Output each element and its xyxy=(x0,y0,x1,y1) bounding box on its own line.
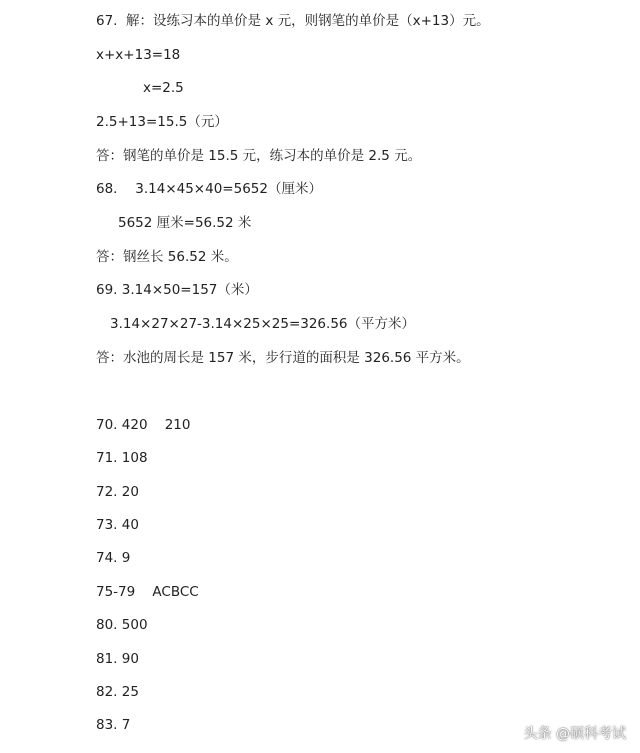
answer-75-79: 75-79 ACBCC xyxy=(96,584,199,600)
answer-72: 72. 20 xyxy=(96,484,139,500)
q67-step1: x+x+13=18 xyxy=(96,47,181,63)
q68-step1: 5652 厘米=56.52 米 xyxy=(118,215,252,231)
answer-81: 81. 90 xyxy=(96,651,139,667)
answer-80: 80. 500 xyxy=(96,617,148,633)
answer-70: 70. 420 210 xyxy=(96,417,191,433)
answer-74: 74. 9 xyxy=(96,550,131,566)
q69-answer: 答：水池的周长是 157 米，步行道的面积是 326.56 平方米。 xyxy=(96,350,470,366)
q69-step1: 3.14×27×27-3.14×25×25=326.56（平方米） xyxy=(110,316,415,332)
q67-answer: 答：钢笔的单价是 15.5 元，练习本的单价是 2.5 元。 xyxy=(96,148,422,164)
q68-answer: 答：钢丝长 56.52 米。 xyxy=(96,249,238,265)
q67-heading: 67. 解：设练习本的单价是 x 元，则钢笔的单价是（x+13）元。 xyxy=(96,13,490,29)
q69-heading: 69. 3.14×50=157（米） xyxy=(96,282,258,298)
answer-73: 73. 40 xyxy=(96,517,139,533)
watermark: 头条 @硕科考试 xyxy=(523,726,626,742)
q67-step2: x=2.5 xyxy=(143,80,184,96)
answer-83: 83. 7 xyxy=(96,717,131,733)
q68-heading: 68． 3.14×45×40=5652（厘米） xyxy=(96,181,322,197)
q67-step3: 2.5+13=15.5（元） xyxy=(96,114,228,130)
answer-82: 82. 25 xyxy=(96,684,139,700)
answer-71: 71. 108 xyxy=(96,450,148,466)
